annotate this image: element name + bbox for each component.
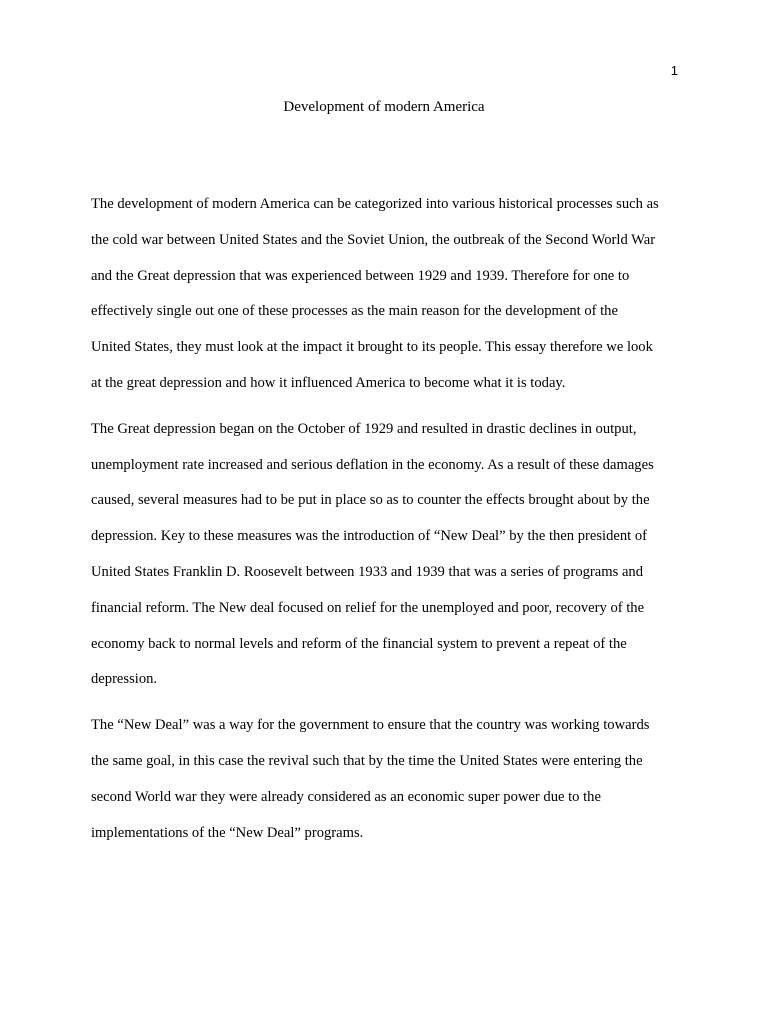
paragraph-3	[91, 708, 681, 851]
paragraph-line: the same goal, in this case the revival such that by the time the United States were entering the	[91, 752, 643, 769]
paragraph-line: second World war they were already considered as an economic super power due to the	[91, 788, 601, 805]
paragraph-line: and the Great depression that was experienced between 1929 and 1939. Therefore for one to	[91, 267, 630, 284]
document-title: Development of modern America	[283, 99, 485, 115]
page-number: 1	[670, 63, 678, 78]
paragraph-line: economy back to normal levels and reform of the financial system to prevent a repeat of the	[91, 635, 627, 652]
paragraph-2	[91, 412, 681, 698]
paragraph-line: the cold war between United States and the Soviet Union, the outbreak of the Second World War	[91, 231, 656, 248]
paragraph-1	[91, 187, 681, 402]
paragraph-line: United States, they must look at the impact it brought to its people. This essay therefore we look	[91, 339, 653, 356]
paragraph-line: at the great depression and how it influenced America to become what it is today.	[91, 374, 566, 391]
paragraph-line: depression. Key to these measures was the introduction of “New Deal” by the then president of	[91, 528, 648, 545]
paragraph-line: effectively single out one of these processes as the main reason for the development of the	[91, 303, 618, 320]
paragraph-line: financial reform. The New deal focused on relief for the unemployed and poor, recovery of the	[91, 599, 645, 616]
document-body	[91, 187, 681, 861]
paragraph-line: implementations of the “New Deal” programs.	[91, 824, 364, 841]
paragraph-line: United States Franklin D. Roosevelt between 1933 and 1939 that was a series of programs and	[91, 563, 644, 580]
paragraph-line: The “New Deal” was a way for the government to ensure that the country was working towards	[91, 717, 650, 734]
paragraph-line: caused, several measures had to be put in place so as to counter the effects brought about by the	[91, 492, 650, 509]
paragraph-line: depression.	[91, 671, 158, 688]
paragraph-line: unemployment rate increased and serious deflation in the economy. As a result of these damages	[91, 456, 654, 473]
paragraph-line: The development of modern America can be categorized into various historical processes such as	[91, 196, 659, 212]
paragraph-line: The Great depression began on the October of 1929 and resulted in drastic declines in output,	[91, 420, 637, 437]
